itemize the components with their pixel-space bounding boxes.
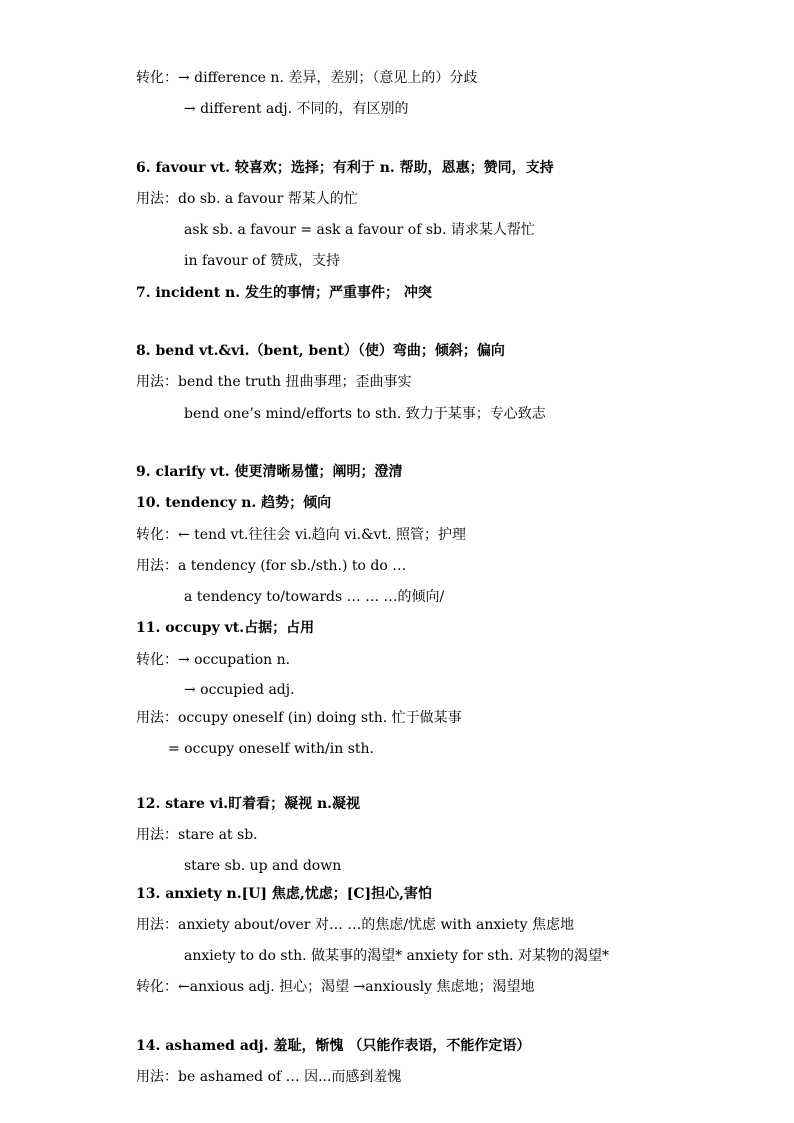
- usage-favour-1: 用法：do sb. a favour 帮某人的忙: [136, 191, 358, 207]
- usage-ashamed-1: 用法：be ashamed of … 因...而感到羞愧: [136, 1069, 402, 1085]
- transform-difference: 转化：→ difference n. 差异，差别；（意见上的）分歧: [136, 70, 478, 86]
- usage-favour-3: in favour of 赞成，支持: [184, 253, 341, 269]
- usage-tendency-2: a tendency to/towards … … …的倾向/: [184, 589, 445, 605]
- transform-occupied: → occupied adj.: [184, 682, 295, 698]
- entry-9-clarify: 9. clarify vt. 使更清晰易懂；阐明；澄清: [136, 464, 403, 480]
- usage-occupy-1: 用法：occupy oneself (in) doing sth. 忙于做某事: [136, 710, 462, 726]
- usage-bend-1: 用法：bend the truth 扭曲事理；歪曲事实: [136, 374, 412, 390]
- usage-tendency-1: 用法：a tendency (for sb./sth.) to do …: [136, 558, 407, 574]
- entry-13-anxiety: 13. anxiety n.[U] 焦虑,忧虑；[C]担心,害怕: [136, 886, 433, 902]
- usage-stare-2: stare sb. up and down: [184, 858, 342, 874]
- usage-stare-1: 用法：stare at sb.: [136, 827, 258, 843]
- entry-12-stare: 12. stare vi.盯着看；凝视 n.凝视: [136, 796, 361, 812]
- entry-8-bend: 8. bend vt.&vi.（bent, bent）（使）弯曲；倾斜；偏向: [136, 343, 505, 359]
- entry-7-incident: 7. incident n. 发生的事情；严重事件； 冲突: [136, 285, 432, 301]
- transform-different: → different adj. 不同的，有区别的: [184, 101, 409, 117]
- transform-anxious: 转化：←anxious adj. 担心；渴望 →anxiously 焦虑地；渴望地: [136, 979, 535, 995]
- transform-tend: 转化：← tend vt.往往会 vi.趋向 vi.&vt. 照管；护理: [136, 527, 466, 543]
- usage-favour-2: ask sb. a favour = ask a favour of sb. 请求某人帮忙: [184, 222, 535, 238]
- entry-14-ashamed: 14. ashamed adj. 羞耻，惭愧 （只能作表语，不能作定语）: [136, 1038, 531, 1054]
- usage-bend-2: bend one’s mind/efforts to sth. 致力于某事；专心致志: [184, 406, 546, 422]
- transform-occupation: 转化：→ occupation n.: [136, 652, 291, 668]
- usage-occupy-2: = occupy oneself with/in sth.: [168, 741, 374, 757]
- usage-anxiety-2: anxiety to do sth. 做某事的渴望* anxiety for sth. 对某物的渴望*: [184, 948, 610, 964]
- usage-anxiety-1: 用法：anxiety about/over 对… …的焦虑/忧虑 with anxiety 焦虑地: [136, 917, 575, 933]
- entry-10-tendency: 10. tendency n. 趋势；倾向: [136, 495, 332, 511]
- entry-6-favour: 6. favour vt. 较喜欢；选择；有利于 n. 帮助，恩惠；赞同，支持: [136, 160, 554, 176]
- entry-11-occupy: 11. occupy vt.占据；占用: [136, 620, 315, 636]
